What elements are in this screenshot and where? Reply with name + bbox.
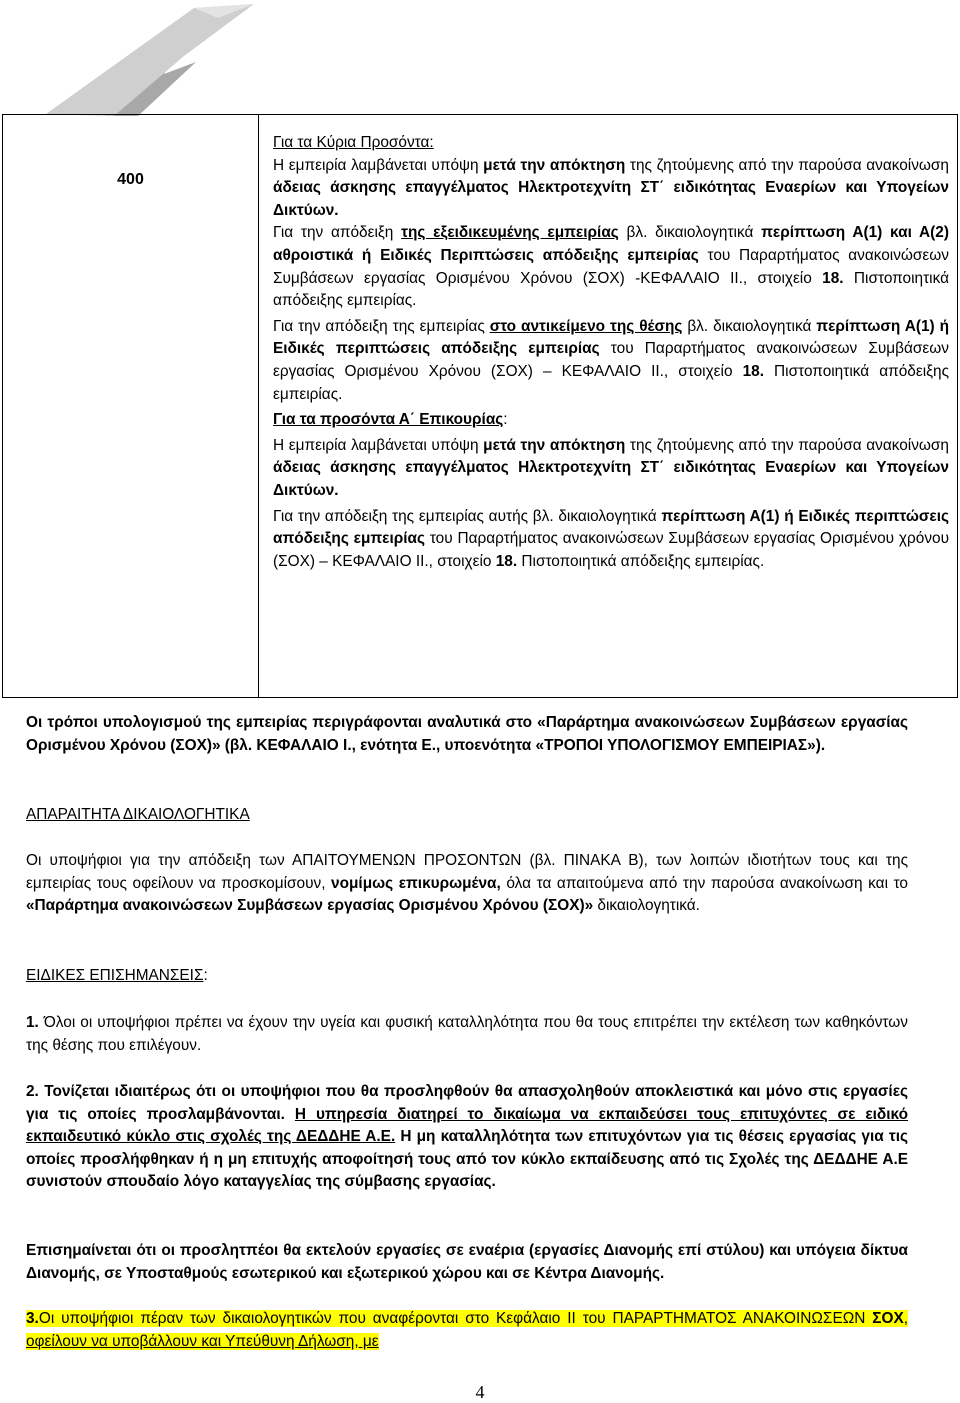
special-note-2-extra: Επισημαίνεται ότι οι προσλητπέοι θα εκτελούν εργασίες σε εναέρια (εργασίες Διανομής επί στύλου) και υπόγεια δίκτυα Διανομής, σε Υποσταθμούς εσωτερικού και εξωτερικού χώρου και σε Κέντρα Διανομής. <box>26 1242 908 1282</box>
page-number: 4 <box>475 1382 485 1402</box>
position-experience-paragraph: Για την απόδειξη της εμπειρίας στο αντικείμενο της θέσης βλ. δικαιολογητικά περίπτωση Α(1) ή Ειδικές περιπτώσεις απόδειξης εμπειρίας του Παραρτήματος ανακοινώσεων Συμβάσεων εργασίας Ορισμένου Χρόνου (ΣΟΧ) – ΚΕΦΑΛΑΙΟ ΙΙ., στοιχείο 18. Πιστοποιητικά απόδειξης εμπειρίας. <box>273 317 949 403</box>
specialized-experience-paragraph: Για την απόδειξη της εξειδικευμένης εμπειρίας βλ. δικαιολογητικά περίπτωση Α(1) και Α(2) αθροιστικά ή Ειδικές Περιπτώσεις απόδειξης εμπειρίας του Παραρτήματος ανακοινώσεων Συμβάσεων εργασίας Ορισμένου Χρόνου (ΣΟΧ) -ΚΕΦΑΛΑΙΟ ΙΙ., στοιχείο 18. Πιστοποιητικά απόδειξης εμπειρίας. <box>273 224 950 310</box>
required-docs-heading: ΑΠΑΡΑΙΤΗΤΑ ΔΙΚΑΙΟΛΟΓΗΤΙΚΑ <box>26 806 250 823</box>
position-code: 400 <box>3 115 259 698</box>
lightning-logo-icon <box>22 4 272 129</box>
main-qualifications-heading: Για τα Κύρια Προσόντα: <box>273 134 434 151</box>
special-note-2: 2. Τονίζεται ιδιαιτέρως ότι οι υποψήφιοι που θα προσληφθούν θα απασχοληθούν αποκλειστικά και μόνο στις εργασίες για τις οποίες προσλαμβάνονται. Η υπηρεσία διατηρεί το δικαίωμα να εκπαιδεύσει τους επιτυχόντες σε ειδικό εκπαιδευτικό κύκλο στις σχολές της ΔΕΔΔΗΕ Α.Ε. Η μη καταλληλότητα των επιτυχόντων για τις θέσεις εργασίας για τις οποίες προσλήφθηκαν ή η μη επιτυχής αποφοίτησή τους από τον κύκλο εκπαίδευσης από τις Σχολές της ΔΕΔΔΗΕ Α.Ε συνιστούν σπουδαίο λόγο καταγγελίας της σύμβασης εργασίας. <box>26 1083 909 1191</box>
special-notes-heading: ΕΙΔΙΚΕΣ ΕΠΙΣΗΜΑΝΣΕΙΣ: <box>26 967 208 984</box>
secondary-qualifications-heading: Για τα προσόντα Α΄ Επικουρίας: <box>273 411 508 429</box>
required-docs-paragraph: Οι υποψήφιοι για την απόδειξη των ΑΠΑΙΤΟΥΜΕΝΩΝ ΠΡΟΣΟΝΤΩΝ (βλ. ΠΙΝΑΚΑ Β), των λοιπών ιδιοτήτων τους και της εμπειρίας τους οφείλουν να προσκομίσουν, νομίμως επικυρωμένα, όλα τα απαιτούμενα από την παρούσα ανακοίνωση και το «Παράρτημα ανακοινώσεων Συμβάσεων εργασίας Ορισμένου Χρόνου (ΣΟΧ)» δικαιολογητικά. <box>26 852 908 915</box>
main-experience-paragraph: Η εμπειρία λαμβάνεται υπόψη μετά την απόκτηση της ζητούμενης από την παρούσα ανακοίνωση άδειας άσκησης επαγγέλματος Ηλεκτροτεχνίτη ΣΤ΄ ειδικότητας Εναερίων και Υπογείων Δικτύων. <box>273 156 949 219</box>
qualification-details <box>259 115 958 698</box>
special-note-1: 1. Όλοι οι υποψήφιοι πρέπει να έχουν την υγεία και φυσική καταλληλότητα που θα τους επιτρέπει την εκτέλεση των καθηκόντων της θέσης που επιλέγουν. <box>26 1014 908 1054</box>
special-note-3: 3.Οι υποψήφιοι πέραν των δικαιολογητικών που αναφέρονται στο Κεφάλαιο ΙΙ του ΠΑΡΑΡΤΗΜΑΤΟΣ ΑΝΑΚΟΙΝΩΣΕΩΝ ΣΟΧ, οφείλουν να υποβάλλουν και Υπεύθυνη Δήλωση, με <box>26 1310 908 1350</box>
secondary-proof-paragraph: Για την απόδειξη της εμπειρίας αυτής βλ. δικαιολογητικά περίπτωση Α(1) ή Ειδικές περιπτώσεις απόδειξης εμπειρίας του Παραρτήματος ανακοινώσεων Συμβάσεων εργασίας Ορισμένου χρόνου (ΣΟΧ) – ΚΕΦΑΛΑΙΟ ΙΙ., στοιχείο 18. Πιστοποιητικά απόδειξης εμπειρίας. <box>273 507 949 570</box>
qualification-table <box>2 114 958 698</box>
calculation-note: Οι τρόποι υπολογισμού της εμπειρίας περιγράφονται αναλυτικά στο «Παράρτημα ανακοινώσεων Συμβάσεων εργασίας Ορισμένου Χρόνου (ΣΟΧ)» (βλ. ΚΕΦΑΛΑΙΟ Ι., ενότητα Ε., υποενότητα «ΤΡΟΠΟΙ ΥΠΟΛΟΓΙΣΜΟΥ ΕΜΠΕΙΡΙΑΣ»). <box>26 714 908 754</box>
secondary-experience-paragraph: Η εμπειρία λαμβάνεται υπόψη μετά την απόκτηση της ζητούμενης από την παρούσα ανακοίνωση άδειας άσκησης επαγγέλματος Ηλεκτροτεχνίτη ΣΤ΄ ειδικότητας Εναερίων και Υπογείων Δικτύων. <box>273 436 949 499</box>
